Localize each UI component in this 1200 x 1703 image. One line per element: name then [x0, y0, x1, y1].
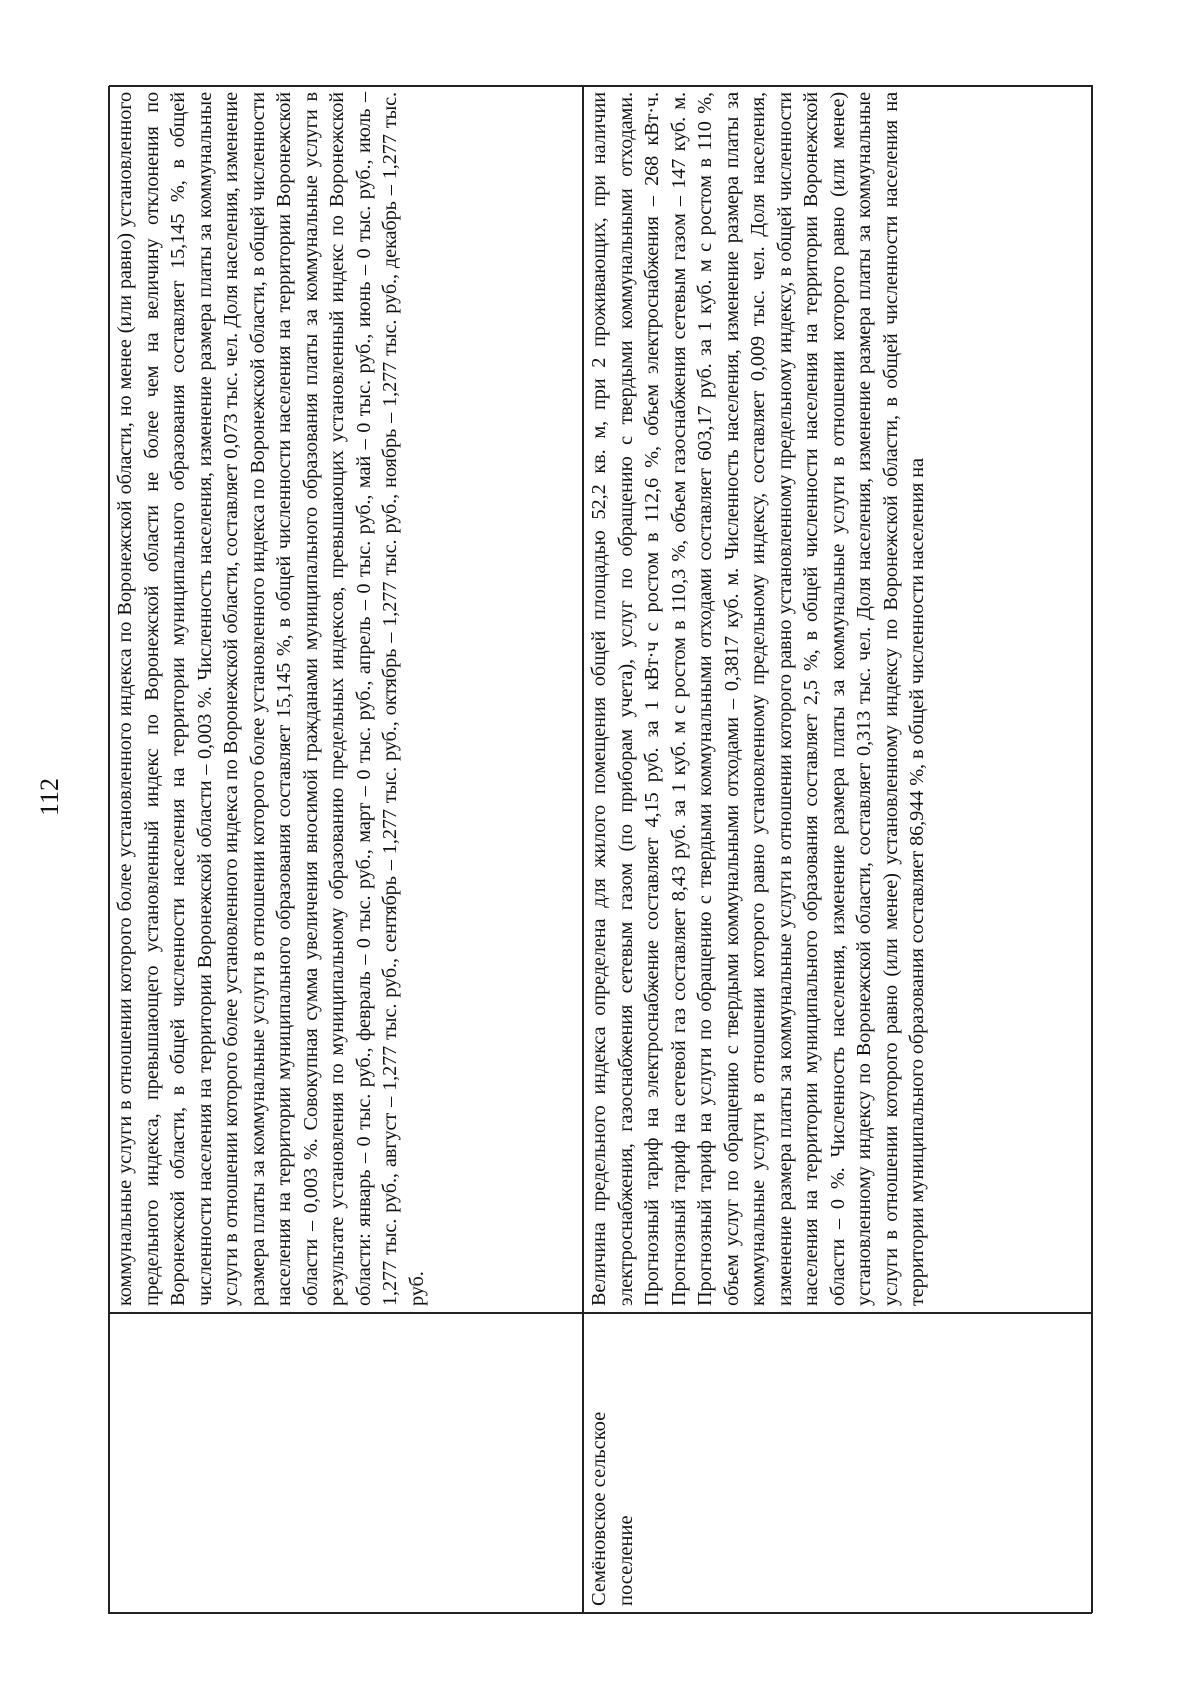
table-wrapper — [108, 86, 1092, 1614]
table-row-description-cell: коммунальные услуги в отношении которого более установленного индекса по Воронежской области, но менее (или равно) установленного предельного индекса, превышающего установленный индекс по Воронежской области не более чем на величину отклонения по Воронежской области, в общей численности населения на территории муниципального образования составляет 15,145 %, в общей численности населения на территории Воронежской области – 0,003 %. Численность населения, изменение размера платы за коммунальные услуги в отношении которого более установленного индекса по Воронежской области, составляет 0,073 тыс. чел. Доля населения, изменение размера платы за коммунальные услуги в отношении которого более установленного индекса по Воронежской области, в общей численности населения на территории муниципального образования составляет 15,145 %, в общей численности населения на территории Воронежской области – 0,003 %. Совокупная сумма увеличения вносимой гражданами муниципального образования платы за коммунальные услуги в результате установления по муниципальному образованию предельных индексов, превышающих установленный индекс по Воронежской области: январь – 0 тыс. руб., февраль – 0 тыс. руб., март – 0 тыс. руб., апрель – 0 тыс. руб., май – 0 тыс. руб., июнь – 0 тыс. руб., июль – 1,277 тыс. руб., август – 1,277 тыс. руб., сентябрь – 1,277 тыс. руб., октябрь – 1,277 тыс. руб., ноябрь – 1,277 тыс. руб., декабрь – 1,277 тыс. руб. — [109, 85, 583, 1313]
table-row-description-cell: Величина предельного индекса определена для жилого помещения общей площадью 52,2 кв. м, при 2 проживающих, при наличии электроснабжения, газоснабжения сетевым газом (по приборам учета), услуг по обращению с твердыми коммунальными отходами. Прогнозный тариф на электроснабжение составляет 4,15 руб. за 1 кВт·ч с ростом в 112,6 %, объем электроснабжения – 268 кВт·ч. Прогнозный тариф на сетевой газ составляет 8,43 руб. за 1 куб. м с ростом в 110,3 %, объем газоснабжения сетевым газом – 147 куб. м. Прогнозный тариф на услуги по обращению с твердыми коммунальными отходами составляет 603,17 руб. за 1 куб. м с ростом в 110 %, объем услуг по обращению с твердыми коммунальными отходами – 0,3817 куб. м. Численность населения, изменение размера платы за коммунальные услуги в отношении которого равно установленному предельному индексу, составляет 0,009 тыс. чел. Доля населения, изменение размера платы за коммунальные услуги в отношении которого равно установленному предельному индексу, в общей численности населения на территории муниципального образования составляет 2,5 %, в общей численности населения на территории Воронежской области – 0 %. Численность населения, изменение размера платы за коммунальные услуги в отношении которого равно (или менее) установленному индексу по Воронежской области, составляет 0,313 тыс. чел. Доля населения, изменение размера платы за коммунальные услуги в отношении которого равно (или менее) установленному индексу по Воронежской области, в общей численности населения на территории муниципального образования составляет 86,944 %, в общей численности населения на — [583, 85, 1093, 1313]
table-row-municipality-cell: Семёновское сельское поселение — [583, 1313, 1093, 1613]
table-row-municipality-cell — [109, 1313, 583, 1613]
index-table — [108, 86, 1092, 1614]
page-number: 112 — [35, 777, 64, 817]
